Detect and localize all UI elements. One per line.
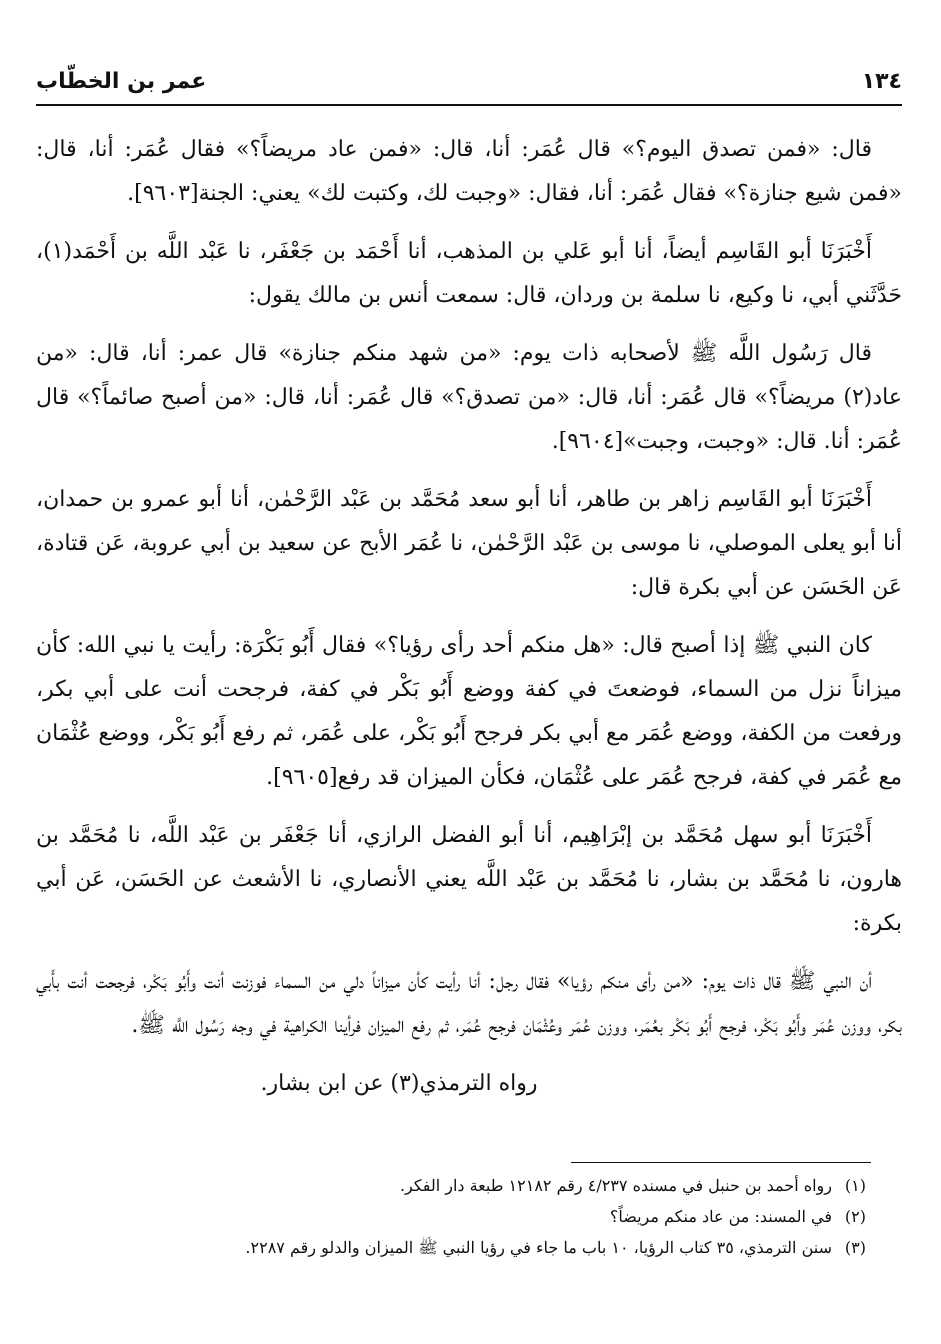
running-header <box>36 60 902 102</box>
paragraph-3-hadith: قال رَسُول اللَّه ﷺ لأصحابه ذات يوم: «من شهد منكم جنازة» قال عمر: أنا، قال: «من عاد(٢) مريضاً؟» قال عُمَر: أنا، قال: «من تصدق؟» قال عُمَر: أنا، قال: «من أصبح صائماً؟» قال عُمَر: أنا. قال: «وجبت، وجبت»[٩٦٠٤]. <box>36 341 902 454</box>
footnote-number: (٢) <box>844 1207 866 1226</box>
paragraph-7-hadith: أن النبي ﷺ قال ذات يوم: «من رأى منكم رؤيا» فقال رجل: أنا رأيت كأن ميزاناً دلي من السماء فوزنت أنت وأَبُو بَكْر، فرجحت أنت بأَبي بكر، ووزن عُمَر وأَبُو بَكْر، فرجح أَبُو بَكْر بعُمَر، ووزن عُمَر وعُثْمَان فرجح عُمَر، ثم رفع الميزان فرأينا الكراهية في وجه رَسُول اللَّه ﷺ. <box>36 969 902 1038</box>
footnote-item <box>36 1170 866 1201</box>
footnote-number: (١) <box>844 1176 866 1195</box>
header-divider <box>36 104 902 106</box>
main-text <box>36 128 902 1120</box>
paragraph-8-attribution: رواه الترمذي(٣) عن ابن بشار. <box>260 1071 538 1096</box>
paragraph-6-isnad: أَخْبَرَنَا أبو سهل مُحَمَّد بن إبْرَاهِيم، أنا أبو الفضل الرازي، أنا جَعْفَر بن عَبْد اللَّه، نا مُحَمَّد بن هارون، نا مُحَمَّد بن بشار، نا مُحَمَّد بن عَبْد اللَّه يعني الأنصاري، نا الأشعث عن الحَسَن، عَن أبي بكرة: <box>36 823 902 936</box>
footnote-item <box>36 1201 866 1232</box>
paragraph-2-isnad: أَخْبَرَنَا أبو القَاسِم أيضاً، أنا أبو عَلي بن المذهب، أنا أَحْمَد بن جَعْفَر، نا عَبْد اللَّه بن أَحْمَد(١)، حَدَّثَني أبي، نا وكيع، نا سلمة بن وردان، قال: سمعت أنس بن مالك يقول: <box>36 239 902 308</box>
paragraph-4-isnad: أَخْبَرَنَا أبو القَاسِم زاهر بن طاهر، أنا أبو سعد مُحَمَّد بن عَبْد الرَّحْمٰن، أنا أبو عمرو بن حمدان، أنا أبو يعلى الموصلي، نا موسى بن عَبْد الرَّحْمٰن، نا عُمَر الأبح عن سعيد بن أبي عروبة، عَن قتادة، عَن الحَسَن عن أبي بكرة قال: <box>36 487 903 600</box>
book-title: عمر بن الخطّاب <box>36 68 207 94</box>
footnote-text: في المسند: من عاد منكم مريضاً؟ <box>609 1207 832 1226</box>
paragraph-5-hadith: كان النبي ﷺ إذا أصبح قال: «هل منكم أحد رأى رؤيا؟» فقال أَبُو بَكْرَة: رأيت يا نبي الله: كأن ميزاناً نزل من السماء، فوضعتَ في كفة ووضع أَبُو بَكْر في كفة، فرجحت أنت على أبي بكر، ورفعت من الكفة، ووضع عُمَر مع أبي بكر فرجح أَبُو بَكْر، على عُمَر، ثم رفع أَبُو بَكْر، ووضع عُثْمَان مع عُمَر في كفة، فرجح عُمَر على عُثْمَان، فكأن الميزان قد رفع[٩٦٠٥]. <box>36 633 902 790</box>
footnote-item <box>36 1232 866 1263</box>
footnotes <box>36 1170 866 1263</box>
footnote-divider <box>571 1162 871 1163</box>
footnote-number: (٣) <box>844 1238 866 1257</box>
footnote-text: رواه أحمد بن حنبل في مسنده ٤/٢٣٧ رقم ١٢١٨٢ طبعة دار الفكر. <box>399 1176 832 1195</box>
paragraph-1: قال: «فمن تصدق اليوم؟» قال عُمَر: أنا، قال: «فمن عاد مريضاً؟» فقال عُمَر: أنا، قال: «فمن شيع جنازة؟» فقال عُمَر: أنا، فقال: «وجبت لك، وكتبت لك» يعني: الجنة[٩٦٠٣]. <box>36 137 902 206</box>
page-number: ١٣٤ <box>861 68 902 94</box>
footnote-text: سنن الترمذي، ٣٥ كتاب الرؤيا، ١٠ باب ما جاء في رؤيا النبي ﷺ الميزان والدلو رقم ٢٢٨٧. <box>245 1238 832 1257</box>
